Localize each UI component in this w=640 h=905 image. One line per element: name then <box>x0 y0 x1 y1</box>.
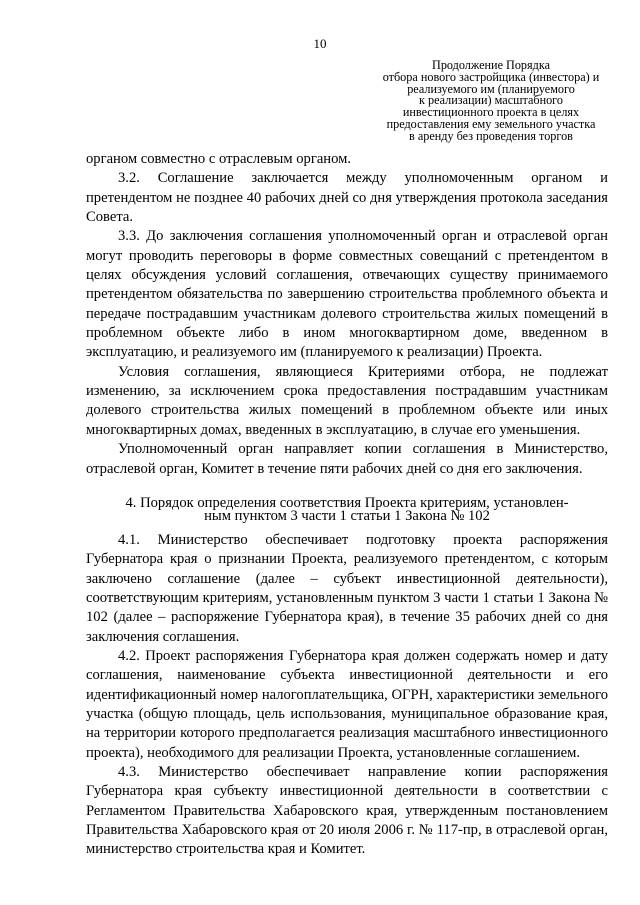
header-line: к реализации) масштабного <box>419 93 563 108</box>
page-number: 10 <box>313 36 327 51</box>
section-4-title <box>86 494 608 525</box>
section-title-line: ным пунктом 3 части 1 статьи 1 Закона № 102 <box>204 508 490 525</box>
document-body <box>86 150 608 860</box>
header-line: предоставления ему земельного участка <box>386 116 596 131</box>
header-line: отбора нового застройщика (инвестора) и <box>382 69 600 84</box>
paragraph-4-1: 4.1. Министерство обеспечивает подготовку проекта распоряжения Губернатора края о признании Проекта, реализуемого претендентом, с которым заключено соглашение (далее – субъект инвестиционной деятельности), соответствующим критериям, установленным пунктом 3 части 1 статьи 1 Закона № 102 (далее – распоряжение Губернатора края), в течение 35 рабочих дней со дня заключения соглашения. <box>86 531 608 645</box>
paragraph-3-2: 3.2. Соглашение заключается между уполномоченным органом и претендентом не позднее 40 рабочих дней со дня утверждения протокола заседания Совета. <box>86 170 608 226</box>
section-title-line: 4. Порядок определения соответствия Проекта критериям, установлен- <box>125 494 569 511</box>
paragraph: Уполномоченный орган направляет копии соглашения в Министерство, отраслевой орган, Комитет в течение пяти рабочих дней со дня его заключения. <box>86 441 608 477</box>
header-line: в аренду без проведения торгов <box>409 128 573 143</box>
paragraph: Условия соглашения, являющиеся Критериями отбора, не подлежат изменению, за исключением срока предоставления пострадавшим участникам долевого строительства жилых помещений в проблемном объекте или иных многоквартирных домах, введенных в эксплуатацию, в случае его уменьшения. <box>86 363 608 438</box>
document-header <box>372 60 610 143</box>
header-line: Продолжение Порядка <box>432 58 550 72</box>
header-line: инвестиционного проекта в целях <box>402 105 580 120</box>
paragraph-4-2: 4.2. Проект распоряжения Губернатора края должен содержать номер и дату соглашения, наименование субъекта инвестиционной деятельности и его идентификационный номер налогоплательщика, ОГРН, характеристики земельного участка (общую площадь, цель использования, муниципальное образование края, на территории которого предполагается реализация масштабного инвестиционного проекта), необходимого для реализации Проекта, установленные соглашением. <box>86 647 608 761</box>
paragraph-4-3: 4.3. Министерство обеспечивает направление копии распоряжения Губернатора края субъекту инвестиционной деятельности в соответствии с Регламентом Правительства Хабаровского края, утвержденным постановлением Правительства Хабаровского края от 20 июля 2006 г. № 117-пр, в отраслевой орган, министерство строительства края и Комитет. <box>86 763 608 858</box>
header-line: реализуемого им (планируемого <box>407 81 575 96</box>
paragraph: органом совместно с отраслевым органом. <box>86 151 352 167</box>
paragraph-3-3: 3.3. До заключения соглашения уполномоченный орган и отраслевой орган могут проводить переговоры в форме совместных совещаний с претендентом в целях обсуждения условий соглашения, отвечающих существу принимаемого претендентом обязательства по завершению строительства проблемного объекта и передаче пострадавшим участникам долевого строительства жилых помещений в проблемном объекте либо в ином многоквартирном доме, введенном в эксплуатацию, и реализуемого им (планируемого к реализации) Проекта. <box>86 228 608 361</box>
